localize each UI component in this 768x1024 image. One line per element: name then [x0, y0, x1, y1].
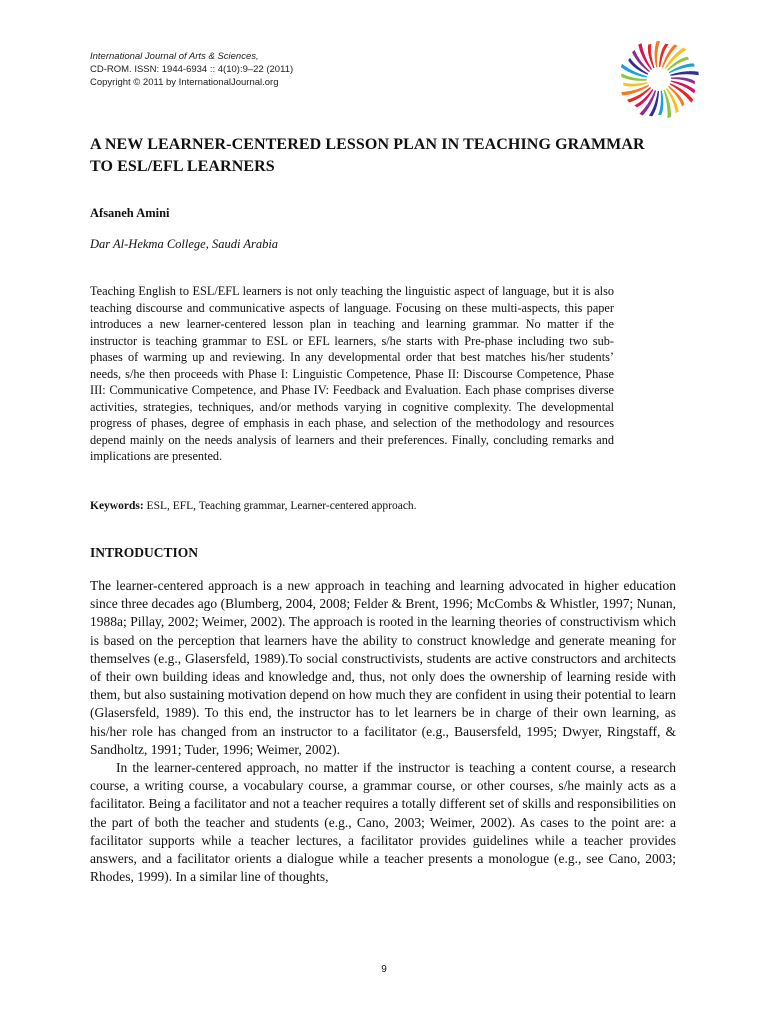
intro-paragraph-2: In the learner-centered approach, no matter if the instructor is teaching a content course, a research course, a writing course, a vocabulary course, a grammar course, or other courses, s/he mainly acts as a facilitator. Being a facilitator and not a teacher requires a totally different set of skills and responsibilities on the part of both the teacher and students (e.g., Cano, 2003; Weimer, 2002). As cases to the point are: a facilitator supports while a teacher lectures, a facilitator provides guidelines while a teacher provides answers, and a facilitator orients a dialogue while a teacher presents a monologue (e.g., see Cano, 2003; Rhodes, 1999). In a similar line of thoughts, [90, 760, 676, 885]
paper-title: A NEW LEARNER-CENTERED LESSON PLAN IN TEACHING GRAMMAR TO ESL/EFL LEARNERS [90, 136, 645, 175]
logo-ray [621, 73, 647, 80]
logo-ray [623, 82, 648, 86]
intro-paragraph-1: The learner-centered approach is a new approach in teaching and learning advocated in higher education since three decades ago (Blumberg, 2004, 2008; Felder & Brent, 1996; McCombs & Whistler, 1997; Nunan, 1988a; Pillay, 2002; Weimer, 2002). The approach is rooted in the learning theories of constructivism which is based on the perception that learners have the ability to construct knowledge and generate meaning for themselves (e.g., Glasersfeld, 1989).To social constructivists, students are active constructors and architects of their own building ideas and knowledge and, thus, not only does the ownership of learning reside with them, but also sustaining motivation depend on how much they are confident in using their potential to learn (Glasersfeld, 1989). To this end, the instructor has to let learners be in charge of their own learning, as his/her role has changed from an instructor to a facilitator (e.g., Bausersfeld, 1995; Dwyer, Ringstaff, & Sandholtz, 1991; Tuder, 1996; Weimer, 2002). [90, 578, 676, 757]
logo-ray [671, 77, 695, 84]
keywords-list: ESL, EFL, Teaching grammar, Learner-centered approach. [146, 500, 417, 512]
logo-ray [621, 85, 649, 96]
paper-abstract: Teaching English to ESL/EFL learners is not only teaching the linguistic aspect of language, but it is also teaching discourse and communicative aspects of language. Focusing on these multi-aspects, this paper introduces a new learner-centered lesson plan in teaching and learning grammar. No matter if the instructor is teaching grammar to ESL or EFL learners, s/he starts with Pre-phase including two sub-phases of warming up and reviewing. In any developmental order that best matches his/her students’ needs, s/he then proceeds with Phase I: Linguistic Competence, Phase II: Discourse Competence, Phase III: Communicative Competence, and Phase IV: Feedback and Evaluation. Each phase comprises diverse activities, strategies, techniques, and/or methods varying in cognitive complexity. The developmental progress of phases, degree of emphasis in each phase, and selection of the methodology and resources depend mainly on the needs analysis of learners and their preferences. Finally, concluding remarks and implications are presented. [90, 284, 614, 463]
page-number: 9 [381, 964, 387, 975]
journal-name: International Journal of Arts & Sciences, [90, 51, 259, 62]
introduction-body [90, 577, 676, 886]
journal-copyright: Copyright © 2011 by InternationalJournal.org [90, 77, 279, 88]
paper-author: Afsaneh Amini [90, 206, 170, 220]
paper-affiliation: Dar Al-Hekma College, Saudi Arabia [90, 237, 279, 251]
journal-header [90, 50, 530, 89]
keywords-label: Keywords: [90, 500, 144, 512]
section-heading-introduction: INTRODUCTION [90, 545, 199, 560]
journal-issn: CD-ROM. ISSN: 1944-6934 :: 4(10):9–22 (2011) [90, 64, 294, 75]
logo-ray [670, 71, 699, 76]
paper-keywords [90, 500, 614, 512]
journal-logo-icon [618, 38, 700, 120]
